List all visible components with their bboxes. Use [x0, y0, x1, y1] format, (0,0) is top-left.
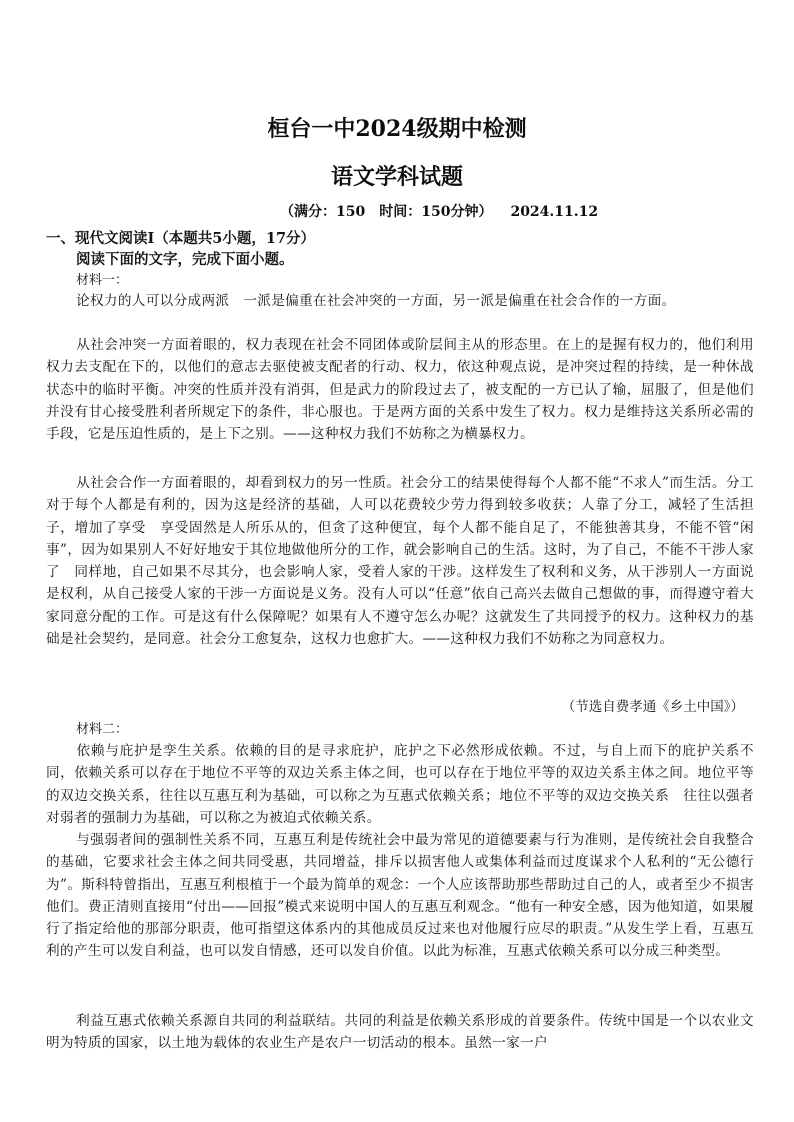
material-1-paragraph-3: 从社会合作一方面着眼的，却看到权力的另一性质。社会分工的结果使得每个人都不能“不求人”而生活。分工对于每个人都是有利的，因为这是经济的基础，人可以花费较少劳力得到较多收获；人靠了分工，减轻了生活担子，增加了享受 享受固然是人所乐从的，但贪了这种便宜，每个人都不能自足了，不能独善其身，不能不管“闲事”，因为如果别人不好好地安于其位地做他所分的工作，就会影响自己的生活。这时，为了自己，不能不干涉人家了 同样地，自己如果不尽其分，也会影响人家，受着人家的干涉。这样发生了权利和义务，从干涉别人一方面说是权利，从自己接受人家的干涉一方面说是义务。没有人可以“任意”依自己高兴去做自己想做的事，而得遵守着大家同意分配的工作。可是这有什么保障呢？如果有人不遵守怎么办呢？这就发生了共同授予的权力。这种权力的基础是社会契约，是同意。社会分工愈复杂，这权力也愈扩大。——这种权力我们不妨称之为同意权力。 — [46, 475, 754, 648]
exam-date: 2024.11.12 — [510, 204, 599, 220]
material-1-paragraph-2: 从社会冲突一方面着眼的，权力表现在社会不同团体或阶层间主从的形态里。在上的是握有权力的，他们利用权力去支配在下的，以他们的意志去驱使被支配者的行动、权力，依这种观点说，是冲突过程的持续，是一种休战状态中的临时平衡。冲突的性质并没有消弭，但是武力的阶段过去了，被支配的一方已认了输，屈服了，但是他们并没有甘心接受胜利者所规定下的条件，非心服也。于是两方面的关系中发生了权力。权力是维持这关系所必需的手段，它是压迫性质的，是上下之别。——这种权力我们不妨称之为横暴权力。 — [46, 337, 754, 443]
material-2-paragraph-1: 依赖与庇护是孪生关系。依赖的目的是寻求庇护，庇护之下必然形成依赖。不过，与自上而下的庇护关系不同，依赖关系可以存在于地位不平等的双边关系主体之间，也可以存在于地位平等的双边关系主体之间。地位平等的双边交换关系，往往以互惠互利为基础，可以称之为互惠式依赖关系；地位不平等的双边交换关系 往往以强者对弱者的强制力为基础，可以称之为被迫式依赖关系。 — [46, 743, 754, 826]
material-2-paragraph-3: 利益互惠式依赖关系源自共同的利益联结。共同的利益是依赖关系形成的首要条件。传统中国是一个以农业文明为特质的国家，以土地为载体的农业生产是农户一切活动的根本。虽然一家一户 — [46, 1013, 754, 1052]
material-2-label: 材料二： — [76, 722, 129, 737]
score-time-info: （满分：150 时间：150分钟） — [280, 204, 493, 220]
exam-subtitle: 语文学科试题 — [330, 164, 463, 190]
exam-title: 桓台一中2024级期中检测 — [267, 116, 527, 142]
section-instruction: 阅读下面的文字，完成下面小题。 — [76, 251, 294, 268]
section-heading: 一、现代文阅读Ⅰ（本题共5小题，17分） — [46, 230, 316, 247]
material-1-source: （节选自费孝通《乡土中国》） — [561, 699, 744, 715]
exam-meta — [280, 201, 598, 221]
material-1-label: 材料一： — [76, 273, 129, 288]
material-1-paragraph-1: 论权力的人可以分成两派 一派是偏重在社会冲突的一方面，另一派是偏重在社会合作的一方面。 — [76, 293, 676, 309]
material-2-paragraph-2: 与强弱者间的强制性关系不同，互惠互利是传统社会中最为常见的道德要素与行为准则，是传统社会自我整合的基础，它要求社会主体之间共同受惠，共同增益，排斥以损害他人或集体利益而过度谋求个人私利的“无公德行为”。斯科特曾指出，互惠互利根植于一个最为简单的观念：一个人应该帮助那些帮助过自己的人，或者至少不损害他们。费正清则直接用“付出——回报”模式来说明中国人的互惠互利观念。“他有一种安全感，因为他知道，如果履行了指定给他的那部分职责，他可指望这体系内的其他成员反过来也对他履行应尽的职责。”从发生学上看，互惠互利的产生可以发自利益，也可以发自情感，还可以发自价值。以此为标准，互惠式依赖关系可以分成三种类型。 — [46, 832, 754, 960]
